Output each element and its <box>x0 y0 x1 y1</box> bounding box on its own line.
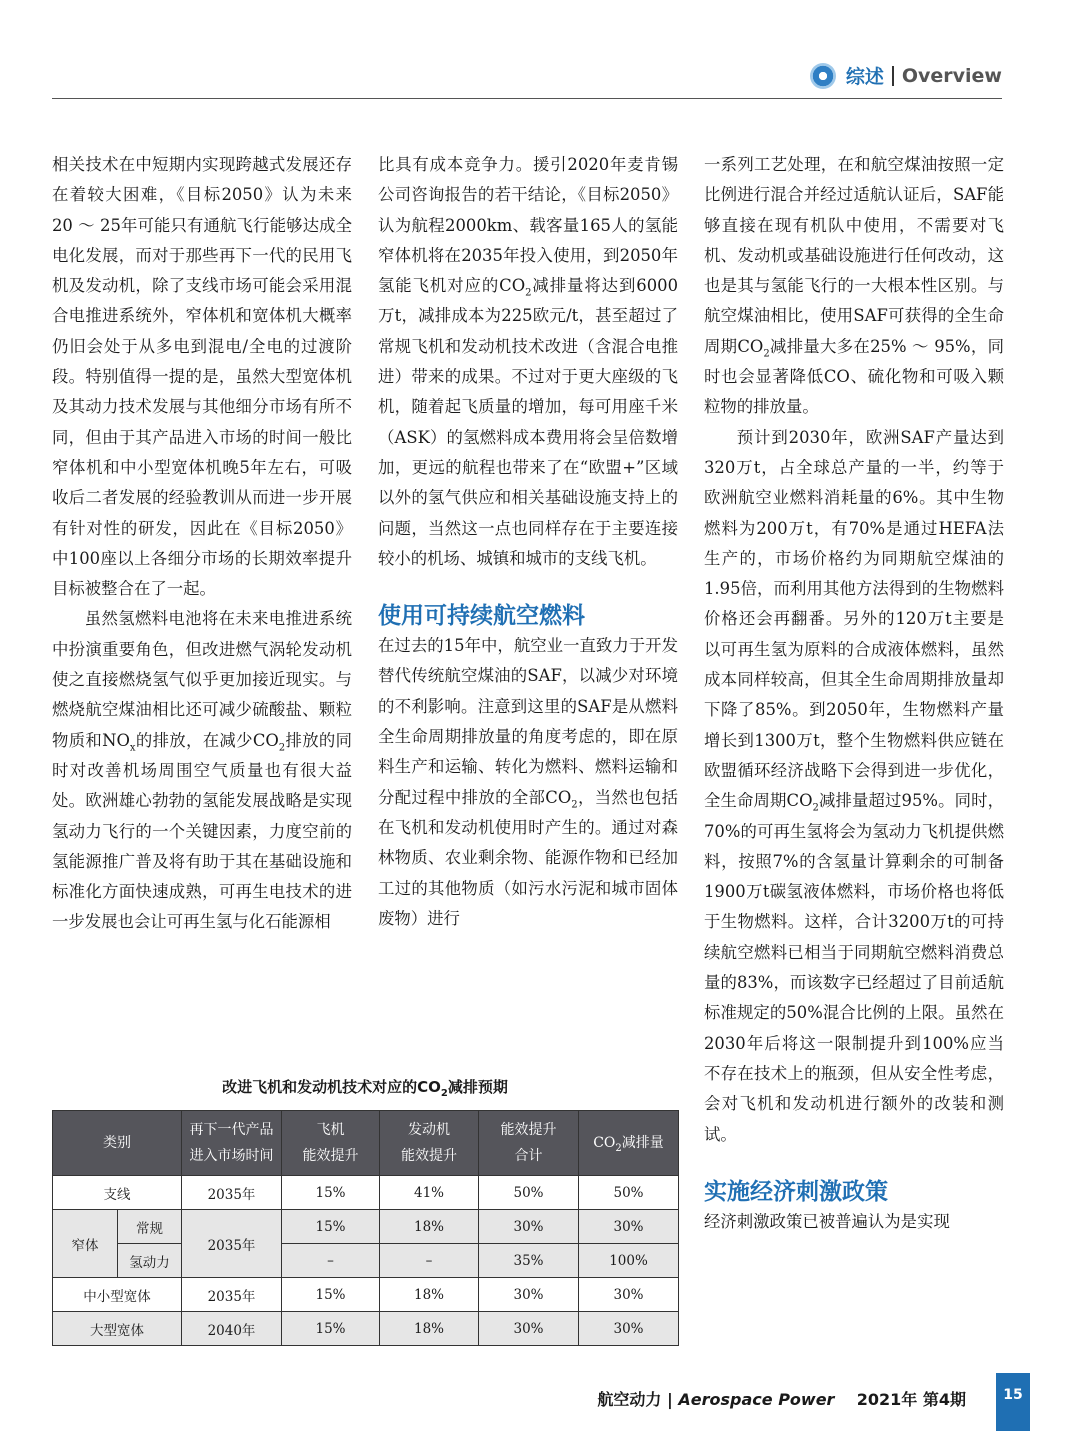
paragraph: 相关技术在中短期内实现跨越式发展还存在着较大困难，《目标2050》认为未来20 ～ 25年可能只有通航飞行能够达成全电化发展，而对于那些再下一代的民用飞机及发动机，除了支线市场可能会采用混合电推进系统外，窄体机和宽体机大概率仍旧会处于从多电到混电/全电的过渡阶段。特别值得一提的是，虽然大型宽体机及其动力技术发展与其他细分市场有所不同，但由于其产品进入市场的时间一般比窄体机和中小型宽体机晚5年左右，可吸收后二者发展的经验教训从而进一步开展有针对性的研发，因此在《目标2050》中100座以上各细分市场的长期效率提升目标被整合在了一起。 <box>52 155 352 599</box>
paragraph: 预计到2030年，欧洲SAF产量达到320万t，占全球总产量的一半，约等于欧洲航空业燃料消耗量的6%。其中生物燃料为200万t，有70%是通过HEFA法生产的，市场价格约为同期航空煤油的1.95倍，而利用其他方法得到的生物燃料价格还会再翻番。另外的120万t主要是以可再生氢为原料的合成液体燃料，虽然成本同样较高，但其全生命周期排放量却下降了85%。到2050年，生物燃料产量增长到1300万t，整个生物燃料供应链在欧盟循环经济战略下会得到进一步优化，全生命周期$CO_2$减排量超过95%。同时，70%的可再生氢将会为氢动力飞机提供燃料，按照7%的含氢量计算剩余的可制备1900万t碳氢液体燃料，市场价格也将低于生物燃料。这样，合计3200万t的可持续航空燃料已相当于同期航空燃料消费总量的83%，而该数字已经超过了目前适航标准规定的50%混合比例的上限。虽然在2030年后将这一限制提升到100%应当不存在技术上的瓶颈，但从安全性考虑，会对飞机和发动机进行额外的改装和测试。 <box>704 427 1004 1144</box>
col-header-co2: $CO_2$减排量 <box>579 1111 679 1176</box>
table-row <box>53 1210 679 1244</box>
cell-subcategory: 氢动力 <box>118 1244 182 1278</box>
cell-total: 30% <box>479 1312 579 1346</box>
col-header-total: 能效提升 合计 <box>479 1111 579 1176</box>
cell-year: 2035年 <box>182 1176 282 1210</box>
cell-engine: 41% <box>380 1176 479 1210</box>
text-column-2 <box>378 150 678 934</box>
journal-logo-icon <box>810 63 836 89</box>
table-row <box>53 1312 679 1346</box>
journal-name-cn: 航空动力 <box>597 1390 662 1409</box>
cell-aircraft: 15% <box>282 1176 380 1210</box>
table-row <box>53 1244 679 1278</box>
cell-year: 2035年 <box>182 1278 282 1312</box>
cell-aircraft: – <box>282 1244 380 1278</box>
journal-name-en: Aerospace Power <box>678 1390 835 1409</box>
section-divider <box>892 66 894 86</box>
cell-total: 50% <box>479 1176 579 1210</box>
cell-total: 30% <box>479 1278 579 1312</box>
paragraph: 一系列工艺处理，在和航空煤油按照一定比例进行混合并经过适航认证后，SAF能够直接在现有机队中使用，不需要对飞机、发动机或基础设施进行任何改动，这也是其与氢能飞行的一大根本性区别。与航空煤油相比，使用SAF可获得的全生命周期$CO_2$减排量大多在25% ～ 95%，同时也会显著降低CO、硫化物和可吸入颗粒物的排放量。 <box>704 155 1004 417</box>
text-column-1 <box>52 150 352 938</box>
cell-category-group: 窄体 <box>53 1210 118 1278</box>
paragraph: 经济刺激政策已被普遍认为是实现 <box>704 1211 950 1231</box>
cell-engine: 18% <box>380 1312 479 1346</box>
section-heading: 实施经济刺激政策 <box>704 1178 888 1205</box>
paragraph: 在过去的15年中，航空业一直致力于开发替代传统航空煤油的SAF，以减少对环境的不利影响。注意到这里的SAF是从燃料全生命周期排放量的角度考虑的，即在原料生产和运输、转化为燃料、燃料运输和分配过程中排放的全部$CO_2$，当然也包括在飞机和发动机使用时产生的。通过对森林物质、农业剩余物、能源作物和已经加工过的其他物质（如污水污泥和城市固体废物）进行 <box>378 636 679 928</box>
paragraph: 比具有成本竞争力。援引2020年麦肯锡公司咨询报告的若干结论，《目标2050》认为航程2000km、载客量165人的氢能窄体机将在2035年投入使用，到2050年氢能飞机对应的$CO_2$减排量将达到6000万t，减排成本为225欧元/t，甚至超过了常规飞机和发动机技术改进（含混合电推进）带来的成果。不过对于更大座级的飞机，随着起飞质量的增加，每可用座千米（ASK）的氢燃料成本费用将会呈倍数增加，更远的航程也带来了在“欧盟+”区域以外的氢气供应和相关基础设施支持上的问题，当然这一点也同样存在于主要连接较小的机场、城镇和城市的支线飞机。 <box>378 155 678 568</box>
cell-co2: 30% <box>579 1210 679 1244</box>
col-header-entry-time: 再下一代产品 进入市场时间 <box>182 1111 282 1176</box>
col-header-aircraft: 飞机 能效提升 <box>282 1111 380 1176</box>
cell-engine: – <box>380 1244 479 1278</box>
col-header-category: 类别 <box>53 1111 182 1176</box>
cell-category: 大型宽体 <box>53 1312 182 1346</box>
section-heading: 使用可持续航空燃料 <box>378 603 585 630</box>
page-header <box>52 56 1002 99</box>
reduction-table <box>52 1110 679 1346</box>
text-column-3 <box>704 150 1004 1237</box>
cell-co2: 100% <box>579 1244 679 1278</box>
cell-co2: 30% <box>579 1278 679 1312</box>
section-title-cn: 综述 <box>845 66 884 88</box>
col-header-engine: 发动机 能效提升 <box>380 1111 479 1176</box>
cell-category: 支线 <box>53 1176 182 1210</box>
cell-year: 2040年 <box>182 1312 282 1346</box>
journal-info: 航空动力 | Aerospace Power 2021年 第4期 <box>597 1390 966 1409</box>
cell-aircraft: 15% <box>282 1210 380 1244</box>
cell-co2: 50% <box>579 1176 679 1210</box>
cell-total: 35% <box>479 1244 579 1278</box>
cell-engine: 18% <box>380 1278 479 1312</box>
cell-aircraft: 15% <box>282 1312 380 1346</box>
cell-year: 2035年 <box>182 1210 282 1278</box>
cell-subcategory: 常规 <box>118 1210 182 1244</box>
cell-co2: 30% <box>579 1312 679 1346</box>
issue-label: 2021年 第4期 <box>856 1390 966 1409</box>
cell-total: 30% <box>479 1210 579 1244</box>
table-title: 改进飞机和发动机技术对应的$CO_2$减排预期 <box>222 1078 508 1099</box>
paragraph: 虽然氢燃料电池将在未来电推进系统中扮演重要角色，但改进燃气涡轮发动机使之直接燃烧氢气似乎更加接近现实。与燃烧航空煤油相比还可减少硫酸盐、颗粒物质和$NO_x$的排放，在减少$CO_2$排放的同时对改善机场周围空气质量也有很大益处。欧洲雄心勃勃的氢能发展战略是实现氢动力飞行的一个关键因素，力度空前的氢能源推广普及将有助于其在基础设施和标准化方面快速成熟，可再生电技术的进一步发展也会让可再生氢与化石能源相 <box>52 609 353 932</box>
table-header-row <box>53 1111 679 1176</box>
table-row <box>53 1278 679 1312</box>
section-title-en: Overview <box>901 64 1002 87</box>
page-number: 15 <box>996 1373 1030 1431</box>
page-footer <box>597 1385 1023 1413</box>
cell-engine: 18% <box>380 1210 479 1244</box>
table-row <box>53 1176 679 1210</box>
cell-category: 中小型宽体 <box>53 1278 182 1312</box>
cell-aircraft: 15% <box>282 1278 380 1312</box>
section-label <box>810 62 1002 89</box>
